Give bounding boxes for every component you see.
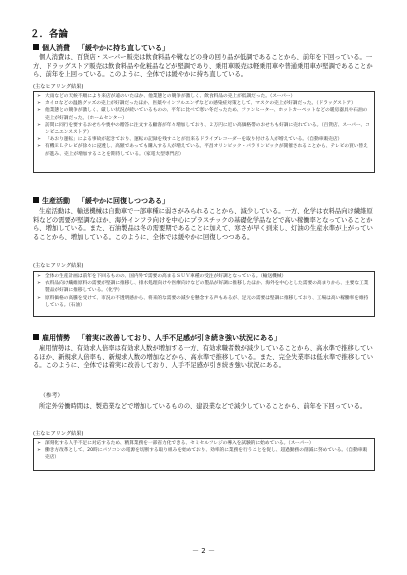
section-title: 個人消費	[42, 44, 70, 52]
list-item: ➢ 深刻化する人手不足に対応するため、精算業務を一部省力化できる、セミセルフレジの導入を試験的に始めている。（スーパー）	[37, 441, 314, 446]
list-item: ➢ 有機ＥＬテレビが徐々に浸透し、高額であっても購入する人が増えている。平昌オリンピック・パラリンピックが開催されることから、テレビの買い替えが進み、売上が増加することを期待している。（家電大型専門店）	[37, 144, 368, 157]
reference-label: （参考）	[40, 393, 64, 399]
list-item: ➢ 大雨などの天候不順により来店が遠のいたほか、他業態との競争が激しく、飲食料品の売上が低調だった。（スーパー）	[37, 94, 296, 99]
list-item: ➢ 他業態との競争が激しく、厳しい状況が続いているものの、平年に比べて寒い冬だったため、ファンヒーター、ホットカーペットなどの暖房器具や石油の売上が好調だった。（ホームセンター）	[37, 108, 368, 121]
arrow-bullet-icon: ➢	[37, 441, 41, 446]
list-item: ➢ 原料価格の高騰を受けて、市況の不透明感から、将来的な需要の減少を懸念する声もあるが、足元の需要は堅調に推移しており、工場は高い稼働率を維持している。（石油）	[37, 295, 369, 308]
hearing-box-employment	[33, 438, 375, 471]
hearing-label: (主なヒアリング結果)	[33, 431, 84, 437]
square-bullet-icon	[33, 44, 39, 50]
page-number: － 2 －	[192, 547, 215, 555]
section-heading-consumption	[33, 43, 169, 53]
arrow-bullet-icon: ➢	[37, 137, 41, 143]
list-item: ➢ 衣料品向け繊維原料の需要が堅調に推移し、排水処理向けや医療向けなどの製品が好調に推移したほか、海外を中心とした需要の高まりから、主要な工業製品が好調に推移している。（化学）	[37, 281, 369, 294]
section-body-employment: 雇用情勢は、有効求人倍率は有効求人数が増加する一方、有効求職者数が減少していることから、高水準で推移しているほか、新規求人倍率も、新規求人数の増加などから、高水準で推移している。また、完全失業率は低水準で推移している。このように、全体では着実に改善しており、人手不足感が引き続き強い状況にある。	[33, 345, 374, 370]
hearing-box-consumption	[33, 91, 375, 173]
section-heading-employment	[33, 333, 281, 343]
arrow-bullet-icon: ➢	[37, 274, 41, 279]
section-title: 生産活動	[42, 197, 70, 205]
arrow-bullet-icon: ➢	[37, 108, 41, 114]
section-summary: 「緩やかに回復しつつある」	[78, 197, 169, 205]
arrow-bullet-icon: ➢	[37, 144, 41, 150]
square-bullet-icon	[33, 334, 39, 340]
section-heading-production	[33, 196, 169, 206]
reference-body: 所定外労働時間は、製造業などで増加しているものの、建設業などで減少していることから、前年を下回っている。	[39, 403, 367, 410]
list-item: ➢ カイロなどの温熱グッズの売上が好調だったほか、医薬やインフルエンザなどの感染症対策として、マスクの売上が好調だった。（ドラッグストア）	[37, 101, 356, 107]
arrow-bullet-icon: ➢	[37, 295, 41, 301]
hearing-box-production	[33, 271, 375, 317]
arrow-bullet-icon: ➢	[37, 101, 41, 107]
section-body-consumption: 個人消費は、百貨店・スーパー販売は飲食料品や靴などの身の回り品が低調であることから、前年を下回っている。一方、ドラッグストア販売は飲食料品や化粧品などが堅調であり、乗用車販売は軽乗用車や普通乗用車が堅調であることから、前年を上回っている。このように、全体では緩やかに持ち直している。	[33, 54, 373, 79]
section-title: 雇用情勢	[42, 334, 70, 342]
list-item: ➢ 働き方改革として、20時にパソコンの電源を切断する取り組みを始めており、効率的に業務を行うことを促し、超過勤務の削減に努めている。（自動車販売店）	[37, 448, 368, 461]
arrow-bullet-icon: ➢	[37, 448, 41, 454]
arrow-bullet-icon: ➢	[37, 94, 41, 99]
page-heading: ２．各論	[30, 29, 69, 40]
hearing-label: (主なヒアリング結果)	[33, 84, 84, 90]
section-summary: 「緩やかに持ち直している」	[78, 44, 169, 52]
hearing-label: (主なヒアリング結果)	[33, 263, 84, 269]
square-bullet-icon	[33, 197, 39, 203]
list-item: ➢ 訪問に同行を要するおせちや喪中の贈答に注文する顧客が年々増加しており、２万円に近い高価格帯のおせちも好調に売れている。（百貨店、スーパー、コンビニエンスストア）	[37, 122, 370, 136]
section-summary: 「着実に改善しており、人手不足感が引き続き強い状況にある」	[78, 334, 281, 342]
arrow-bullet-icon: ➢	[37, 122, 41, 128]
section-body-production: 生産活動は、輸送機械は自動車で一部車種に弱さがみられることから、減少している。一方、化学は衣料品向け繊維原料などの需要が堅調なほか、海外インフラ向けを中心にプラスチックの基礎化学品などで高い稼働率となっていることから、増加している。また、石油製品は冬の需要期であることに加えて、寒さが早く到来し、灯油の生産水準が上がっていることから、増加している。このように、全体では緩やかに回復しつつある。	[33, 208, 373, 241]
list-item: ➢ 「あおり運転」による事故が起きており、運転の記録を残すことが出来るドライブレコーダーを取り付ける人が増えている。（自動車販売店）	[37, 137, 343, 143]
arrow-bullet-icon: ➢	[37, 281, 41, 287]
list-item: ➢ 全体の生産計画は前年を下回るものの、国内外で需要の高まるＳＵＶ車種の受注が好調となっている。（輸送機械）	[37, 274, 287, 279]
